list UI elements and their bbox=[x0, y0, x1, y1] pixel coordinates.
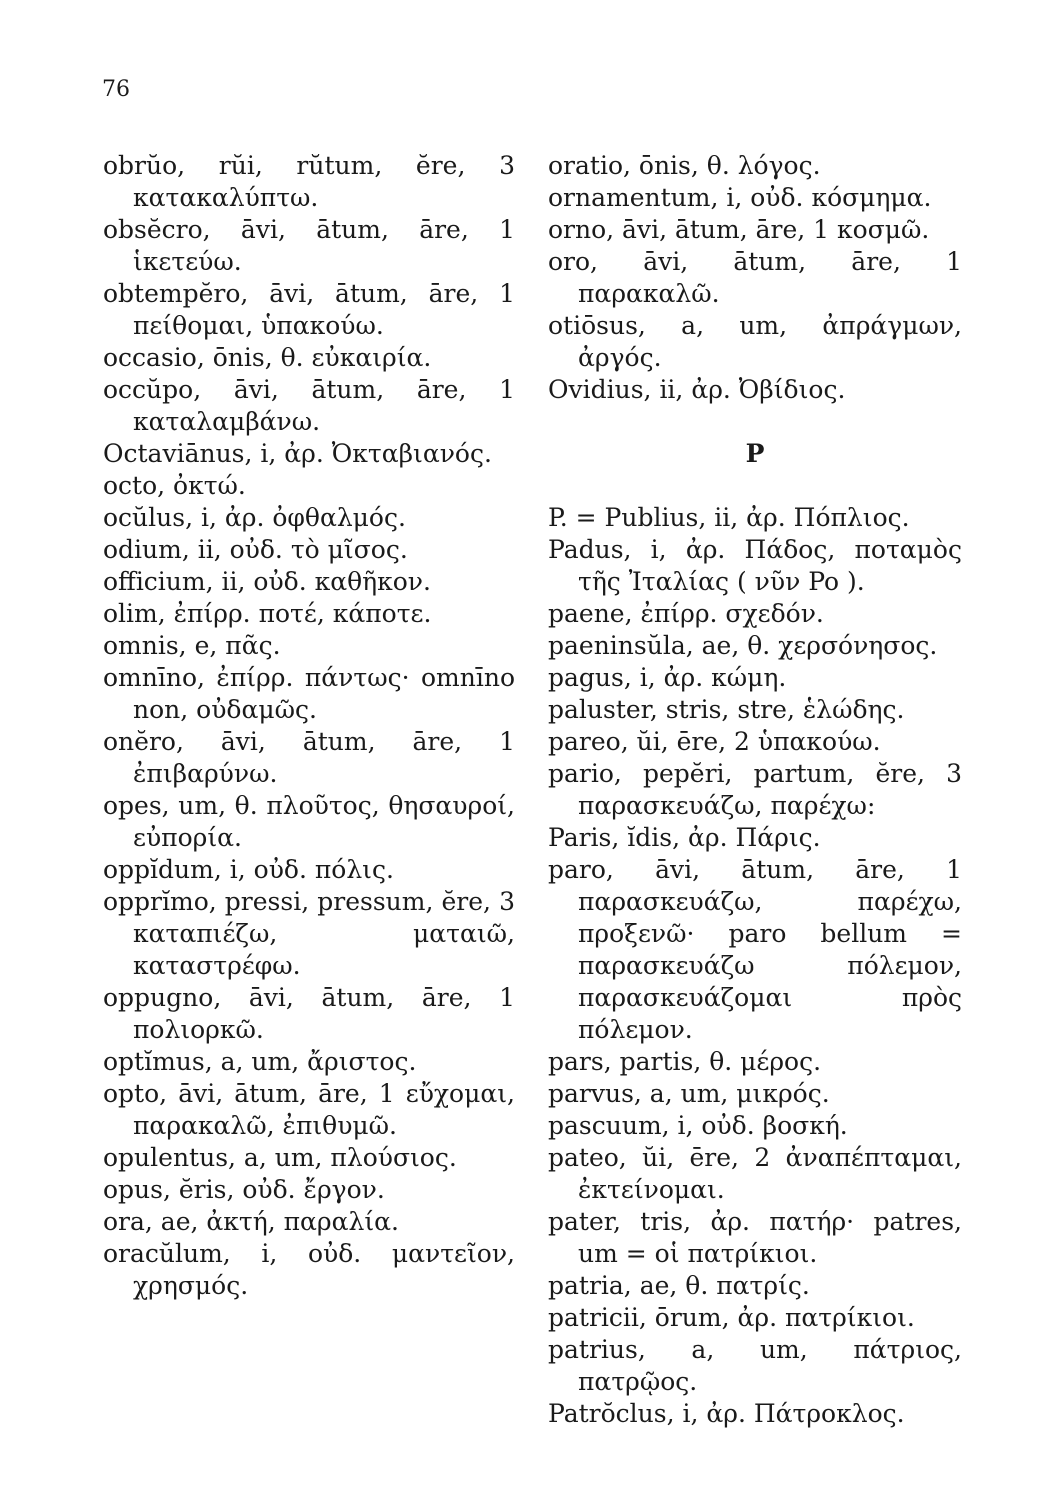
dictionary-entry: oppĭdum, i, οὐδ. πόλις. bbox=[103, 855, 394, 884]
dictionary-entry: pateo, ŭi, ēre, 2 ἀναπέπταμαι, ἐκτείνομαι. bbox=[548, 1143, 962, 1204]
dictionary-entry: omnīno, ἐπίρρ. πάντως· omnīno non, οὐδαμῶς. bbox=[103, 663, 515, 724]
dictionary-entry: Ovidius, ii, ἀρ. Ὀβίδιος. bbox=[548, 375, 846, 404]
left-column bbox=[103, 150, 515, 1302]
right-column bbox=[548, 150, 962, 1430]
dictionary-entry: omnis, e, πᾶς. bbox=[103, 631, 281, 660]
dictionary-entry: opto, āvi, ātum, āre, 1 εὔχομαι, παρακαλῶ, ἐπιθυμῶ. bbox=[103, 1079, 515, 1140]
dictionary-entry: obtempĕro, āvi, ātum, āre, 1 πείθομαι, ὑπακούω. bbox=[103, 279, 515, 340]
dictionary-entry: paluster, stris, stre, ἑλώδης. bbox=[548, 695, 905, 724]
dictionary-entry: ornamentum, i, οὐδ. κόσμημα. bbox=[548, 183, 932, 212]
dictionary-entry: opprĭmo, pressi, pressum, ĕre, 3 καταπιέζω, ματαιῶ, καταστρέφω. bbox=[103, 887, 515, 980]
dictionary-entry: onĕro, āvi, ātum, āre, 1 ἐπιβαρύνω. bbox=[103, 727, 515, 788]
dictionary-entry: pario, pepĕri, partum, ĕre, 3 παρασκευάζω, παρέχω: bbox=[548, 759, 962, 820]
dictionary-entry: patrius, a, um, πάτριος, πατρῷος. bbox=[548, 1335, 962, 1396]
dictionary-entry: oracŭlum, i, οὐδ. μαντεῖον, χρησμός. bbox=[103, 1239, 515, 1300]
dictionary-entry: ora, ae, ἀκτή, παραλία. bbox=[103, 1207, 399, 1236]
dictionary-entry: opus, ĕris, οὐδ. ἔργον. bbox=[103, 1175, 385, 1204]
page-number: 76 bbox=[102, 77, 130, 102]
dictionary-entry: pascuum, i, οὐδ. βοσκή. bbox=[548, 1111, 848, 1140]
dictionary-entry: opulentus, a, um, πλούσιος. bbox=[103, 1143, 457, 1172]
dictionary-entry: optĭmus, a, um, ἄριστος. bbox=[103, 1047, 417, 1076]
dictionary-entry: orno, āvi, ātum, āre, 1 κοσμῶ. bbox=[548, 215, 930, 244]
dictionary-entry: occŭpo, āvi, ātum, āre, 1 καταλαμβάνω. bbox=[103, 375, 515, 436]
dictionary-entry: occasio, ōnis, θ. εὐκαιρία. bbox=[103, 343, 432, 372]
dictionary-entry: opes, um, θ. πλοῦτος, θησαυροί, εὐπορία. bbox=[103, 791, 515, 852]
letter-section-heading: P bbox=[745, 439, 765, 468]
dictionary-entry: patricii, ōrum, ἀρ. πατρίκιοι. bbox=[548, 1303, 915, 1332]
dictionary-entry: oppugno, āvi, ātum, āre, 1 πολιορκῶ. bbox=[103, 983, 515, 1044]
dictionary-entry: paeninsŭla, ae, θ. χερσόνησος. bbox=[548, 631, 938, 660]
dictionary-entry: Patrŏclus, i, ἀρ. Πάτροκλος. bbox=[548, 1399, 905, 1428]
dictionary-entry: odium, ii, οὐδ. τὸ μῖσος. bbox=[103, 535, 408, 564]
dictionary-entry: obrŭo, rŭi, rŭtum, ĕre, 3 κατακαλύπτω. bbox=[103, 151, 515, 212]
dictionary-entry: oro, āvi, ātum, āre, 1 παρακαλῶ. bbox=[548, 247, 962, 308]
dictionary-entry: otiōsus, a, um, ἀπράγμων, ἀργός. bbox=[548, 311, 962, 372]
dictionary-entry: pater, tris, ἀρ. πατήρ· patres, um = οἱ πατρίκιοι. bbox=[548, 1207, 962, 1268]
dictionary-entry: oratio, ōnis, θ. λόγος. bbox=[548, 151, 821, 180]
dictionary-entry: parvus, a, um, μικρός. bbox=[548, 1079, 830, 1108]
dictionary-entry: ocŭlus, i, ἀρ. ὀφθαλμός. bbox=[103, 503, 406, 532]
dictionary-entry: officium, ii, οὐδ. καθῆκον. bbox=[103, 567, 431, 596]
dictionary-entry: paene, ἐπίρρ. σχεδόν. bbox=[548, 599, 824, 628]
dictionary-entry: obsĕcro, āvi, ātum, āre, 1 ἱκετεύω. bbox=[103, 215, 515, 276]
dictionary-entry: olim, ἐπίρρ. ποτέ, κάποτε. bbox=[103, 599, 432, 628]
dictionary-entry: patria, ae, θ. πατρίς. bbox=[548, 1271, 810, 1300]
dictionary-entry: paro, āvi, ātum, āre, 1 παρασκευάζω, παρέχω, προξενῶ· paro bellum = παρασκευάζω πόλεμον, παρασκευάζομαι πρὸς πόλεμον. bbox=[548, 855, 962, 1044]
dictionary-entry: Padus, i, ἀρ. Πάδος, ποταμὸς τῆς Ἰταλίας ( νῦν Po ). bbox=[548, 535, 962, 596]
dictionary-entry: pars, partis, θ. μέρος. bbox=[548, 1047, 822, 1076]
dictionary-entry: Paris, ĭdis, ἀρ. Πάρις. bbox=[548, 823, 821, 852]
dictionary-entry: pagus, i, ἀρ. κώμη. bbox=[548, 663, 787, 692]
dictionary-entry: octo, ὀκτώ. bbox=[103, 471, 246, 500]
dictionary-entry: pareo, ŭi, ēre, 2 ὑπακούω. bbox=[548, 727, 881, 756]
dictionary-entry: P. = Publius, ii, ἀρ. Πόπλιος. bbox=[548, 503, 910, 532]
dictionary-entry: Octaviānus, i, ἀρ. Ὀκταβιανός. bbox=[103, 439, 492, 468]
